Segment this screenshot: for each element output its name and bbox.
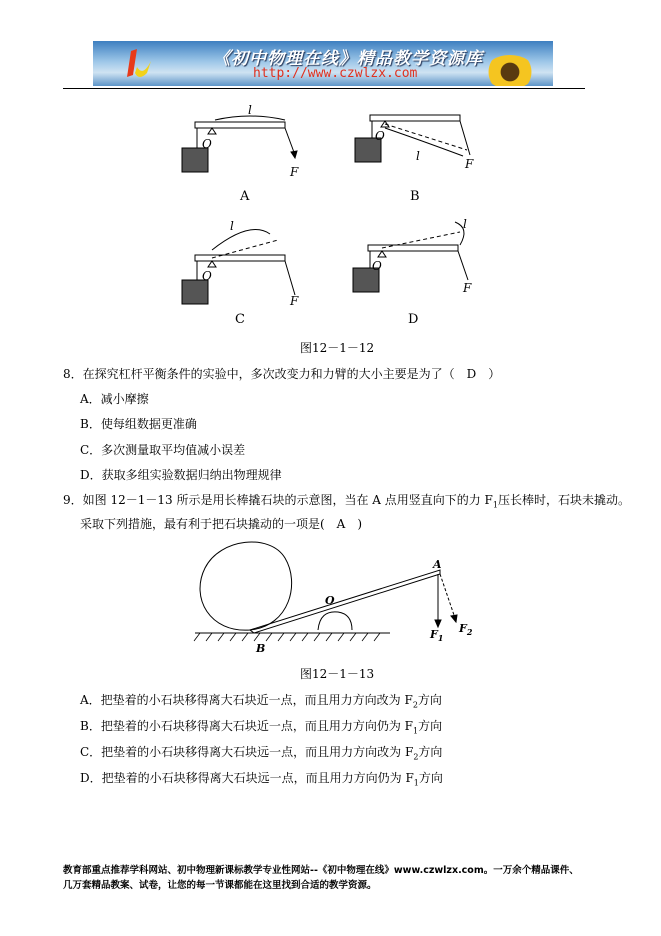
question-9-stem-line2: 采取下列措施，最有利于把石块撬动的一项是( A ) xyxy=(80,517,363,531)
q9-option-c: C．把垫着的小石块移得离大石块远一点，而且用力方向改为 $F_2$方向 xyxy=(80,745,443,762)
pivot-label: O xyxy=(325,594,335,607)
pivot-label: O xyxy=(202,137,212,151)
f2-label: $F_2$ xyxy=(459,622,473,637)
svg-text:l: l xyxy=(463,217,467,231)
question-9-stem: 9．如图 12－1－13 所示是用长棒撬石块的示意图，当在 A 点用竖直向下的力 $F_1$压长棒时，石块未撬动。 xyxy=(63,493,630,510)
header-banner xyxy=(93,41,553,86)
figure-caption: 图12－1－12 xyxy=(300,341,375,355)
q8-option-b: B．使每组数据更准确 xyxy=(80,417,197,431)
lever-diagram-a xyxy=(182,116,297,172)
site-url[interactable]: http://www.czwlzx.com xyxy=(253,66,418,81)
panel-label-b: B xyxy=(410,189,420,204)
f1-label: $F_1$ xyxy=(430,628,444,643)
arm-label: l xyxy=(248,103,252,117)
svg-text:F: F xyxy=(463,281,472,295)
lever-diagram-d xyxy=(353,222,468,292)
lever-diagram-b xyxy=(355,115,470,162)
lever-diagram-c xyxy=(182,230,295,304)
figure-12-1-12 xyxy=(170,100,490,330)
q8-option-d: D．获取多组实验数据归纳出物理规律 xyxy=(80,468,282,482)
site-logo xyxy=(123,47,153,81)
figure-12-1-13 xyxy=(190,538,490,658)
panel-label-c: C xyxy=(235,312,245,327)
point-b-label: B xyxy=(256,642,266,655)
svg-text:O: O xyxy=(372,259,382,273)
force-label: F xyxy=(290,165,299,179)
svg-text:F: F xyxy=(290,294,299,308)
sunflower-image xyxy=(485,55,535,86)
question-8-stem: 8．在探究杠杆平衡条件的实验中，多次改变力和力臂的大小主要是为了（ D ） xyxy=(63,367,501,381)
header-divider xyxy=(63,88,585,89)
panel-label-d: D xyxy=(408,312,419,327)
svg-text:O: O xyxy=(375,129,385,143)
svg-text:F: F xyxy=(465,157,474,171)
q9-option-d: D．把垫着的小石块移得离大石块远一点，而且用力方向仍为 $F_1$方向 xyxy=(80,771,443,788)
q8-option-a: A．减小摩擦 xyxy=(80,392,149,406)
panel-label-a: A xyxy=(240,189,250,204)
figure-caption: 图12－1－13 xyxy=(300,667,375,681)
footer-line-1: 教育部重点推荐学科网站、初中物理新课标教学专业性网站--《初中物理在线》www.czwlzx.com。一万余个精品课件、 xyxy=(63,865,579,876)
footer-line-2: 几万套精品教案、试卷，让您的每一节课都能在这里找到合适的教学资源。 xyxy=(63,880,377,891)
site-title: 《初中物理在线》精品教学资源库 xyxy=(213,49,483,69)
svg-text:l: l xyxy=(416,149,420,163)
svg-text:O: O xyxy=(202,269,212,283)
q9-option-a: A．把垫着的小石块移得离大石块近一点，而且用力方向改为 $F_2$方向 xyxy=(80,693,442,710)
q9-option-b: B．把垫着的小石块移得离大石块近一点，而且用力方向仍为 $F_1$方向 xyxy=(80,719,443,736)
point-a-label: A xyxy=(433,558,442,571)
svg-text:l: l xyxy=(230,219,234,233)
q8-option-c: C．多次测量取平均值减小误差 xyxy=(80,443,246,457)
